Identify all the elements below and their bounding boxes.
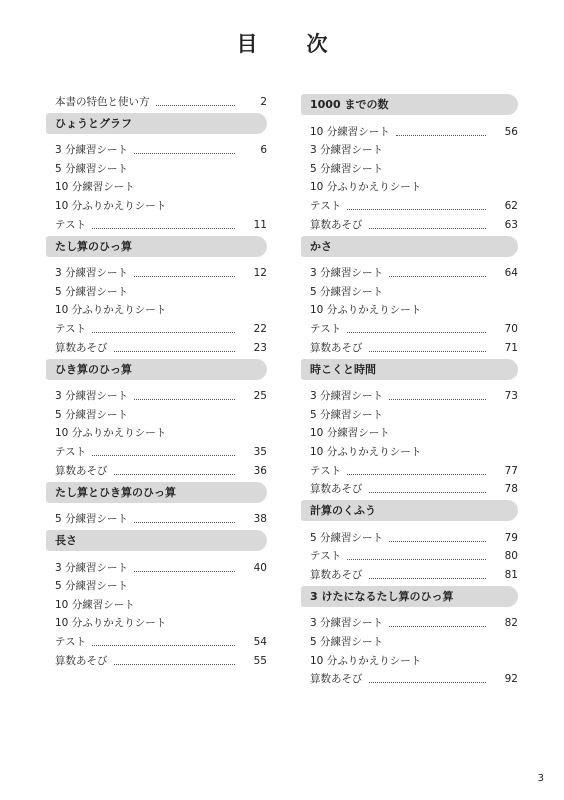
- toc-entry: [301, 385, 518, 404]
- toc-entry-page: 22: [253, 322, 267, 335]
- toc-entry-label: 算数あそび: [310, 568, 363, 581]
- toc-entry: [301, 120, 518, 139]
- toc-entry: [301, 630, 518, 649]
- toc-entry: [301, 157, 518, 176]
- toc-entry-page: 73: [504, 390, 518, 403]
- toc-entry-page: 77: [504, 464, 518, 477]
- toc-entry-page: 62: [504, 199, 518, 212]
- toc-entry-label: 5 分練習シート: [310, 408, 384, 421]
- dot-leader: [134, 153, 235, 154]
- section-heading: かさ: [301, 236, 518, 257]
- toc-entry: [301, 403, 518, 422]
- dot-leader: [134, 522, 235, 523]
- toc-entry: [46, 139, 267, 158]
- toc-entry: [46, 213, 267, 232]
- toc-entry: [46, 280, 267, 299]
- page-title: 目 次: [236, 32, 342, 56]
- toc-entry: [301, 459, 518, 478]
- toc-entry: [46, 176, 267, 195]
- toc-entry: [301, 612, 518, 631]
- toc-entry: [46, 459, 267, 478]
- toc-entry-page: 71: [504, 341, 518, 354]
- toc-entry: [301, 176, 518, 195]
- toc-entry-label: 3 分練習シート: [310, 390, 384, 403]
- dot-leader: [134, 399, 235, 400]
- toc-entry: [46, 385, 267, 404]
- dot-leader: [389, 399, 486, 400]
- toc-entry: [46, 262, 267, 281]
- toc-entry-label: 3 分練習シート: [310, 617, 384, 630]
- toc-entry: [301, 563, 518, 582]
- toc-entry-label: テスト: [310, 464, 342, 477]
- toc-entry: [46, 317, 267, 336]
- toc-entry: [46, 440, 267, 459]
- toc-entry: [46, 90, 267, 109]
- toc-entry: [301, 336, 518, 355]
- toc-entry: [46, 299, 267, 318]
- toc-entry-page: 12: [253, 267, 267, 280]
- section-heading: 時こくと時間: [301, 359, 518, 380]
- toc-entry-label: 10 分練習シート: [55, 598, 135, 611]
- toc-entry: [301, 139, 518, 158]
- toc-entry-label: テスト: [310, 199, 342, 212]
- toc-entry-label: 算数あそび: [55, 654, 108, 667]
- toc-entry-page: 64: [504, 267, 518, 280]
- toc-entry-label: 10 分練習シート: [55, 181, 135, 194]
- toc-entry: [46, 593, 267, 612]
- dot-leader: [396, 135, 486, 136]
- toc-entry: [46, 157, 267, 176]
- toc-entry-label: 5 分練習シート: [55, 580, 129, 593]
- dot-leader: [92, 332, 235, 333]
- toc-entry: [301, 440, 518, 459]
- toc-entry: [46, 336, 267, 355]
- dot-leader: [369, 228, 487, 229]
- toc-entry-page: 82: [504, 617, 518, 630]
- toc-entry-label: 5 分練習シート: [310, 285, 384, 298]
- toc-entry: [301, 299, 518, 318]
- toc-entry: [301, 262, 518, 281]
- toc-entry-label: 10 分ふりかえりシート: [55, 304, 167, 317]
- toc-entry-label: 10 分ふりかえりシート: [310, 304, 422, 317]
- toc-entry-page: 36: [253, 464, 267, 477]
- dot-leader: [389, 626, 486, 627]
- toc-entry-label: テスト: [55, 218, 87, 231]
- section-heading: たし算のひっ算: [46, 236, 267, 257]
- page-number: 3: [537, 773, 544, 784]
- toc-entry-label: 5 分練習シート: [310, 531, 384, 544]
- toc-entry-page: 38: [253, 513, 267, 526]
- toc-entry-page: 79: [504, 531, 518, 544]
- toc-entry-label: 5 分練習シート: [55, 162, 129, 175]
- toc-entry-label: 5 分練習シート: [310, 162, 384, 175]
- toc-entry-page: 70: [504, 322, 518, 335]
- toc-entry-label: テスト: [55, 322, 87, 335]
- dot-leader: [134, 276, 235, 277]
- toc-entry: [301, 194, 518, 213]
- toc-entry-label: 3 分練習シート: [55, 267, 129, 280]
- toc-entry: [301, 213, 518, 232]
- section-heading: 1000 までの数: [301, 94, 518, 115]
- toc-entry-label: 5 分練習シート: [55, 513, 129, 526]
- dot-leader: [134, 571, 235, 572]
- toc-entry-label: 5 分練習シート: [55, 285, 129, 298]
- toc-entry: [46, 556, 267, 575]
- toc-entry-label: 10 分ふりかえりシート: [310, 181, 422, 194]
- toc-entry: [46, 630, 267, 649]
- dot-leader: [156, 105, 236, 106]
- toc-entry: [46, 194, 267, 213]
- toc-entry-label: 10 分練習シート: [310, 125, 390, 138]
- toc-entry-label: 算数あそび: [55, 341, 108, 354]
- toc-entry: [301, 280, 518, 299]
- toc-entry-label: テスト: [310, 550, 342, 563]
- toc-entry-page: 6: [260, 144, 267, 157]
- toc-entry-label: 10 分練習シート: [310, 427, 390, 440]
- toc-entry: [301, 422, 518, 441]
- toc-entry-label: 10 分ふりかえりシート: [55, 427, 167, 440]
- toc-entry: [301, 545, 518, 564]
- dot-leader: [114, 664, 236, 665]
- toc-entry: [301, 317, 518, 336]
- toc-entry: [301, 526, 518, 545]
- toc-entry-label: 10 分ふりかえりシート: [310, 445, 422, 458]
- toc-entry: [46, 508, 267, 527]
- toc-entry-page: 81: [504, 568, 518, 581]
- toc-entry: [46, 649, 267, 668]
- toc-entry-label: 3 分練習シート: [310, 144, 384, 157]
- toc-column-right: [301, 90, 518, 686]
- dot-leader: [369, 492, 487, 493]
- dot-leader: [369, 351, 487, 352]
- toc-entry-label: 本書の特色と使い方: [55, 95, 150, 108]
- toc-entry-label: 3 分練習シート: [310, 267, 384, 280]
- toc-entry-page: 56: [504, 125, 518, 138]
- toc-entry-page: 54: [253, 636, 267, 649]
- toc-entry-label: 10 分ふりかえりシート: [310, 654, 422, 667]
- toc-entry-page: 40: [253, 561, 267, 574]
- dot-leader: [92, 645, 235, 646]
- toc-entry-page: 25: [253, 390, 267, 403]
- dot-leader: [92, 228, 235, 229]
- toc-entry: [301, 649, 518, 668]
- toc-entry-label: 3 分練習シート: [55, 390, 129, 403]
- section-heading: たし算とひき算のひっ算: [46, 482, 267, 503]
- dot-leader: [347, 209, 486, 210]
- toc-entry-page: 92: [504, 673, 518, 686]
- dot-leader: [347, 332, 486, 333]
- toc-entry-label: 10 分ふりかえりシート: [55, 617, 167, 630]
- dot-leader: [347, 474, 486, 475]
- toc-entry-label: 3 分練習シート: [55, 561, 129, 574]
- dot-leader: [369, 578, 487, 579]
- dot-leader: [347, 559, 486, 560]
- toc-entry-page: 78: [504, 483, 518, 496]
- toc-entry-label: 算数あそび: [310, 341, 363, 354]
- dot-leader: [92, 455, 235, 456]
- toc-entry-label: 5 分練習シート: [55, 408, 129, 421]
- toc-entry-label: 算数あそび: [310, 673, 363, 686]
- toc-entry: [46, 422, 267, 441]
- section-heading: ひょうとグラフ: [46, 113, 267, 134]
- toc-entry-label: テスト: [55, 445, 87, 458]
- toc-entry-label: 5 分練習シート: [310, 636, 384, 649]
- toc-column-left: [46, 90, 267, 668]
- toc-entry-label: テスト: [310, 322, 342, 335]
- toc-entry-page: 35: [253, 445, 267, 458]
- dot-leader: [114, 351, 236, 352]
- toc-entry-label: 10 分ふりかえりシート: [55, 199, 167, 212]
- toc-entry-page: 23: [253, 341, 267, 354]
- toc-entry-page: 63: [504, 218, 518, 231]
- toc-entry: [46, 403, 267, 422]
- section-heading: 計算のくふう: [301, 500, 518, 521]
- section-heading: 長さ: [46, 530, 267, 551]
- toc-entry-page: 80: [504, 550, 518, 563]
- dot-leader: [114, 474, 236, 475]
- dot-leader: [369, 682, 487, 683]
- toc-entry-label: 3 分練習シート: [55, 144, 129, 157]
- section-heading: ひき算のひっ算: [46, 359, 267, 380]
- section-heading: 3 けたになるたし算のひっ算: [301, 586, 518, 607]
- toc-entry-label: 算数あそび: [310, 218, 363, 231]
- toc-entry: [301, 668, 518, 687]
- toc-entry-label: 算数あそび: [310, 483, 363, 496]
- toc-entry: [46, 575, 267, 594]
- toc-entry-label: 算数あそび: [55, 464, 108, 477]
- toc-entry: [301, 478, 518, 497]
- dot-leader: [389, 276, 486, 277]
- toc-entry: [46, 612, 267, 631]
- toc-entry-label: テスト: [55, 636, 87, 649]
- dot-leader: [389, 541, 486, 542]
- toc-entry-page: 11: [253, 218, 267, 231]
- toc-entry-page: 2: [260, 95, 267, 108]
- toc-entry-page: 55: [253, 654, 267, 667]
